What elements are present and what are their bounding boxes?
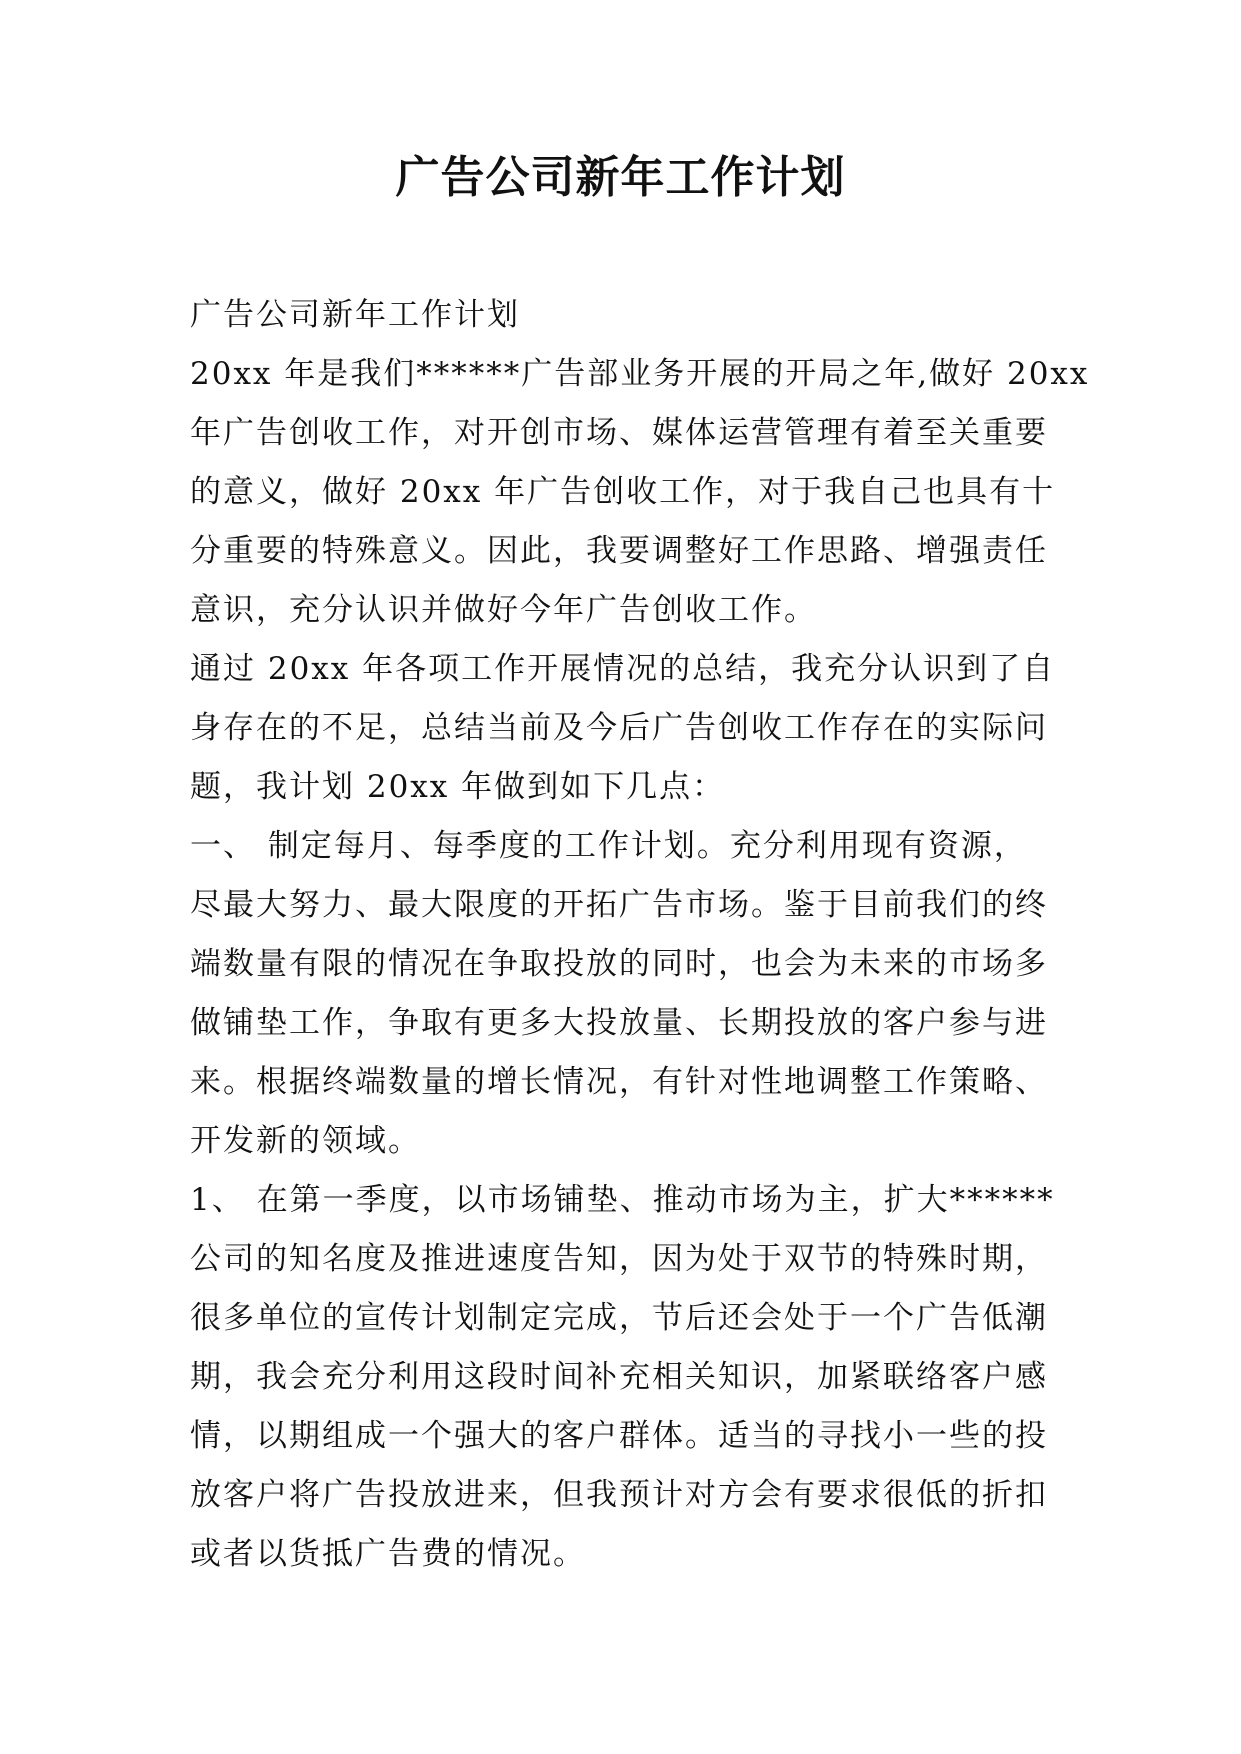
body-line: 年广告创收工作，对开创市场、媒体运营管理有着至关重要: [190, 415, 1048, 451]
document-title: 广告公司新年工作计划: [395, 152, 846, 203]
body-line: 题，我计划 20xx 年做到如下几点：: [190, 769, 726, 805]
body-line: 的意义，做好 20xx 年广告创收工作，对于我自己也具有十: [190, 474, 1056, 510]
body-line: 20xx 年是我们******广告部业务开展的开局之年,做好 20xx: [190, 356, 1090, 392]
body-line: 或者以货抵广告费的情况。: [190, 1536, 586, 1572]
body-line: 做铺垫工作，争取有更多大投放量、长期投放的客户参与进: [190, 1005, 1048, 1041]
body-line: 身存在的不足，总结当前及今后广告创收工作存在的实际问: [190, 710, 1048, 746]
body-line: 很多单位的宣传计划制定完成，节后还会处于一个广告低潮: [190, 1300, 1048, 1336]
body-line: 尽最大努力、最大限度的开拓广告市场。鉴于目前我们的终: [190, 887, 1048, 923]
body-line: 公司的知名度及推进速度告知，因为处于双节的特殊时期，: [190, 1241, 1048, 1277]
body-line: 开发新的领域。: [190, 1123, 421, 1159]
body-line: 广告公司新年工作计划: [190, 297, 520, 333]
body-line: 通过 20xx 年各项工作开展情况的总结，我充分认识到了自: [190, 651, 1056, 687]
body-line: 1、 在第一季度，以市场铺垫、推动市场为主，扩大******: [190, 1182, 1055, 1218]
body-line: 端数量有限的情况在争取投放的同时，也会为未来的市场多: [190, 946, 1048, 982]
document-body: [190, 286, 1090, 1584]
body-line: 放客户将广告投放进来，但我预计对方会有要求很低的折扣: [190, 1477, 1048, 1513]
body-line: 期，我会充分利用这段时间补充相关知识，加紧联络客户感: [190, 1359, 1048, 1395]
body-line: 情，以期组成一个强大的客户群体。适当的寻找小一些的投: [190, 1418, 1048, 1454]
body-line: 一、 制定每月、每季度的工作计划。充分利用现有资源，: [190, 828, 1027, 864]
body-line: 来。根据终端数量的增长情况，有针对性地调整工作策略、: [190, 1064, 1048, 1100]
body-line: 分重要的特殊意义。因此，我要调整好工作思路、增强责任: [190, 533, 1048, 569]
body-line: 意识，充分认识并做好今年广告创收工作。: [190, 592, 817, 628]
